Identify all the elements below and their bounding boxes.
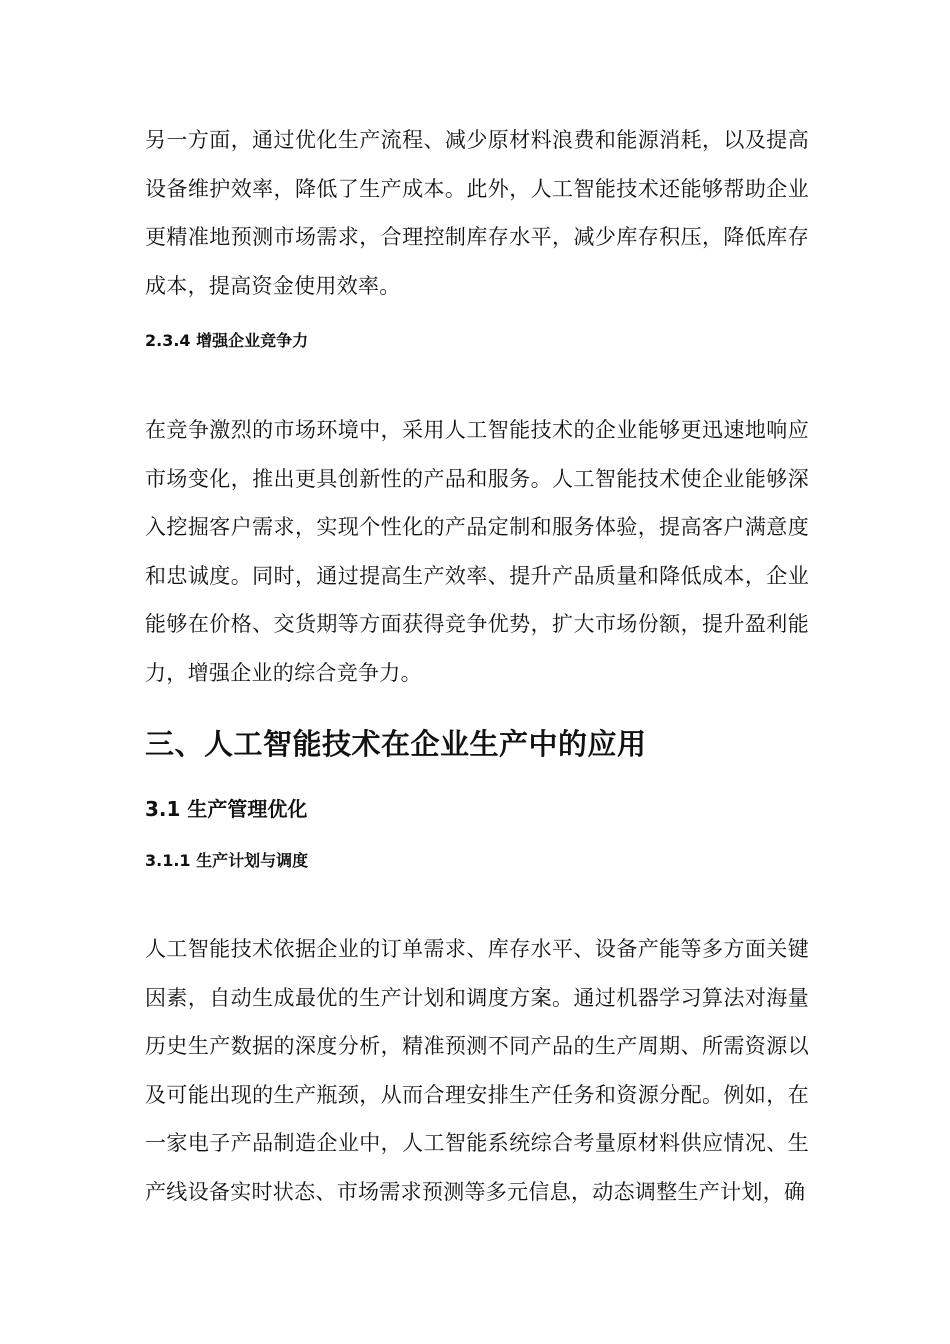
paragraph-production-planning: 人工智能技术依据企业的订单需求、库存水平、设备产能等多方面关键因素，自动生成最优的生产计划和调度方案。通过机器学习算法对海量历史生产数据的深度分析，精准预测不同产品的生产周期、所需资源以及可能出现的生产瓶颈，从而合理安排生产任务和资源分配。例如，在一家电子产品制造企业中，人工智能系统综合考量原材料供应情况、生产线设备实时状态、市场需求预测等多元信息，动态调整生产计划，确 [145, 937, 809, 1204]
paragraph-competitiveness: 在竞争激烈的市场环境中，采用人工智能技术的企业能够更迅速地响应市场变化，推出更具创新性的产品和服务。人工智能技术使企业能够深入挖掘客户需求，实现个性化的产品定制和服务体验，提高客户满意度和忠诚度。同时，通过提高生产效率、提升产品质量和降低成本，企业能够在价格、交货期等方面获得竞争优势，扩大市场份额，提升盈利能力，增强企业的综合竞争力。 [145, 418, 809, 685]
heading-3-1-1: 3.1.1 生产计划与调度 [145, 851, 309, 870]
chapter-heading-3: 三、人工智能技术在企业生产中的应用 [145, 727, 647, 761]
heading-3-1: 3.1 生产管理优化 [145, 797, 308, 821]
heading-2-3-4: 2.3.4 增强企业竞争力 [145, 331, 309, 350]
paragraph-cost-reduction: 另一方面，通过优化生产流程、减少原材料浪费和能源消耗，以及提高设备维护效率，降低了生产成本。此外，人工智能技术还能够帮助企业更精准地预测市场需求，合理控制库存水平，减少库存积压，降低库存成本，提高资金使用效率。 [145, 128, 809, 298]
